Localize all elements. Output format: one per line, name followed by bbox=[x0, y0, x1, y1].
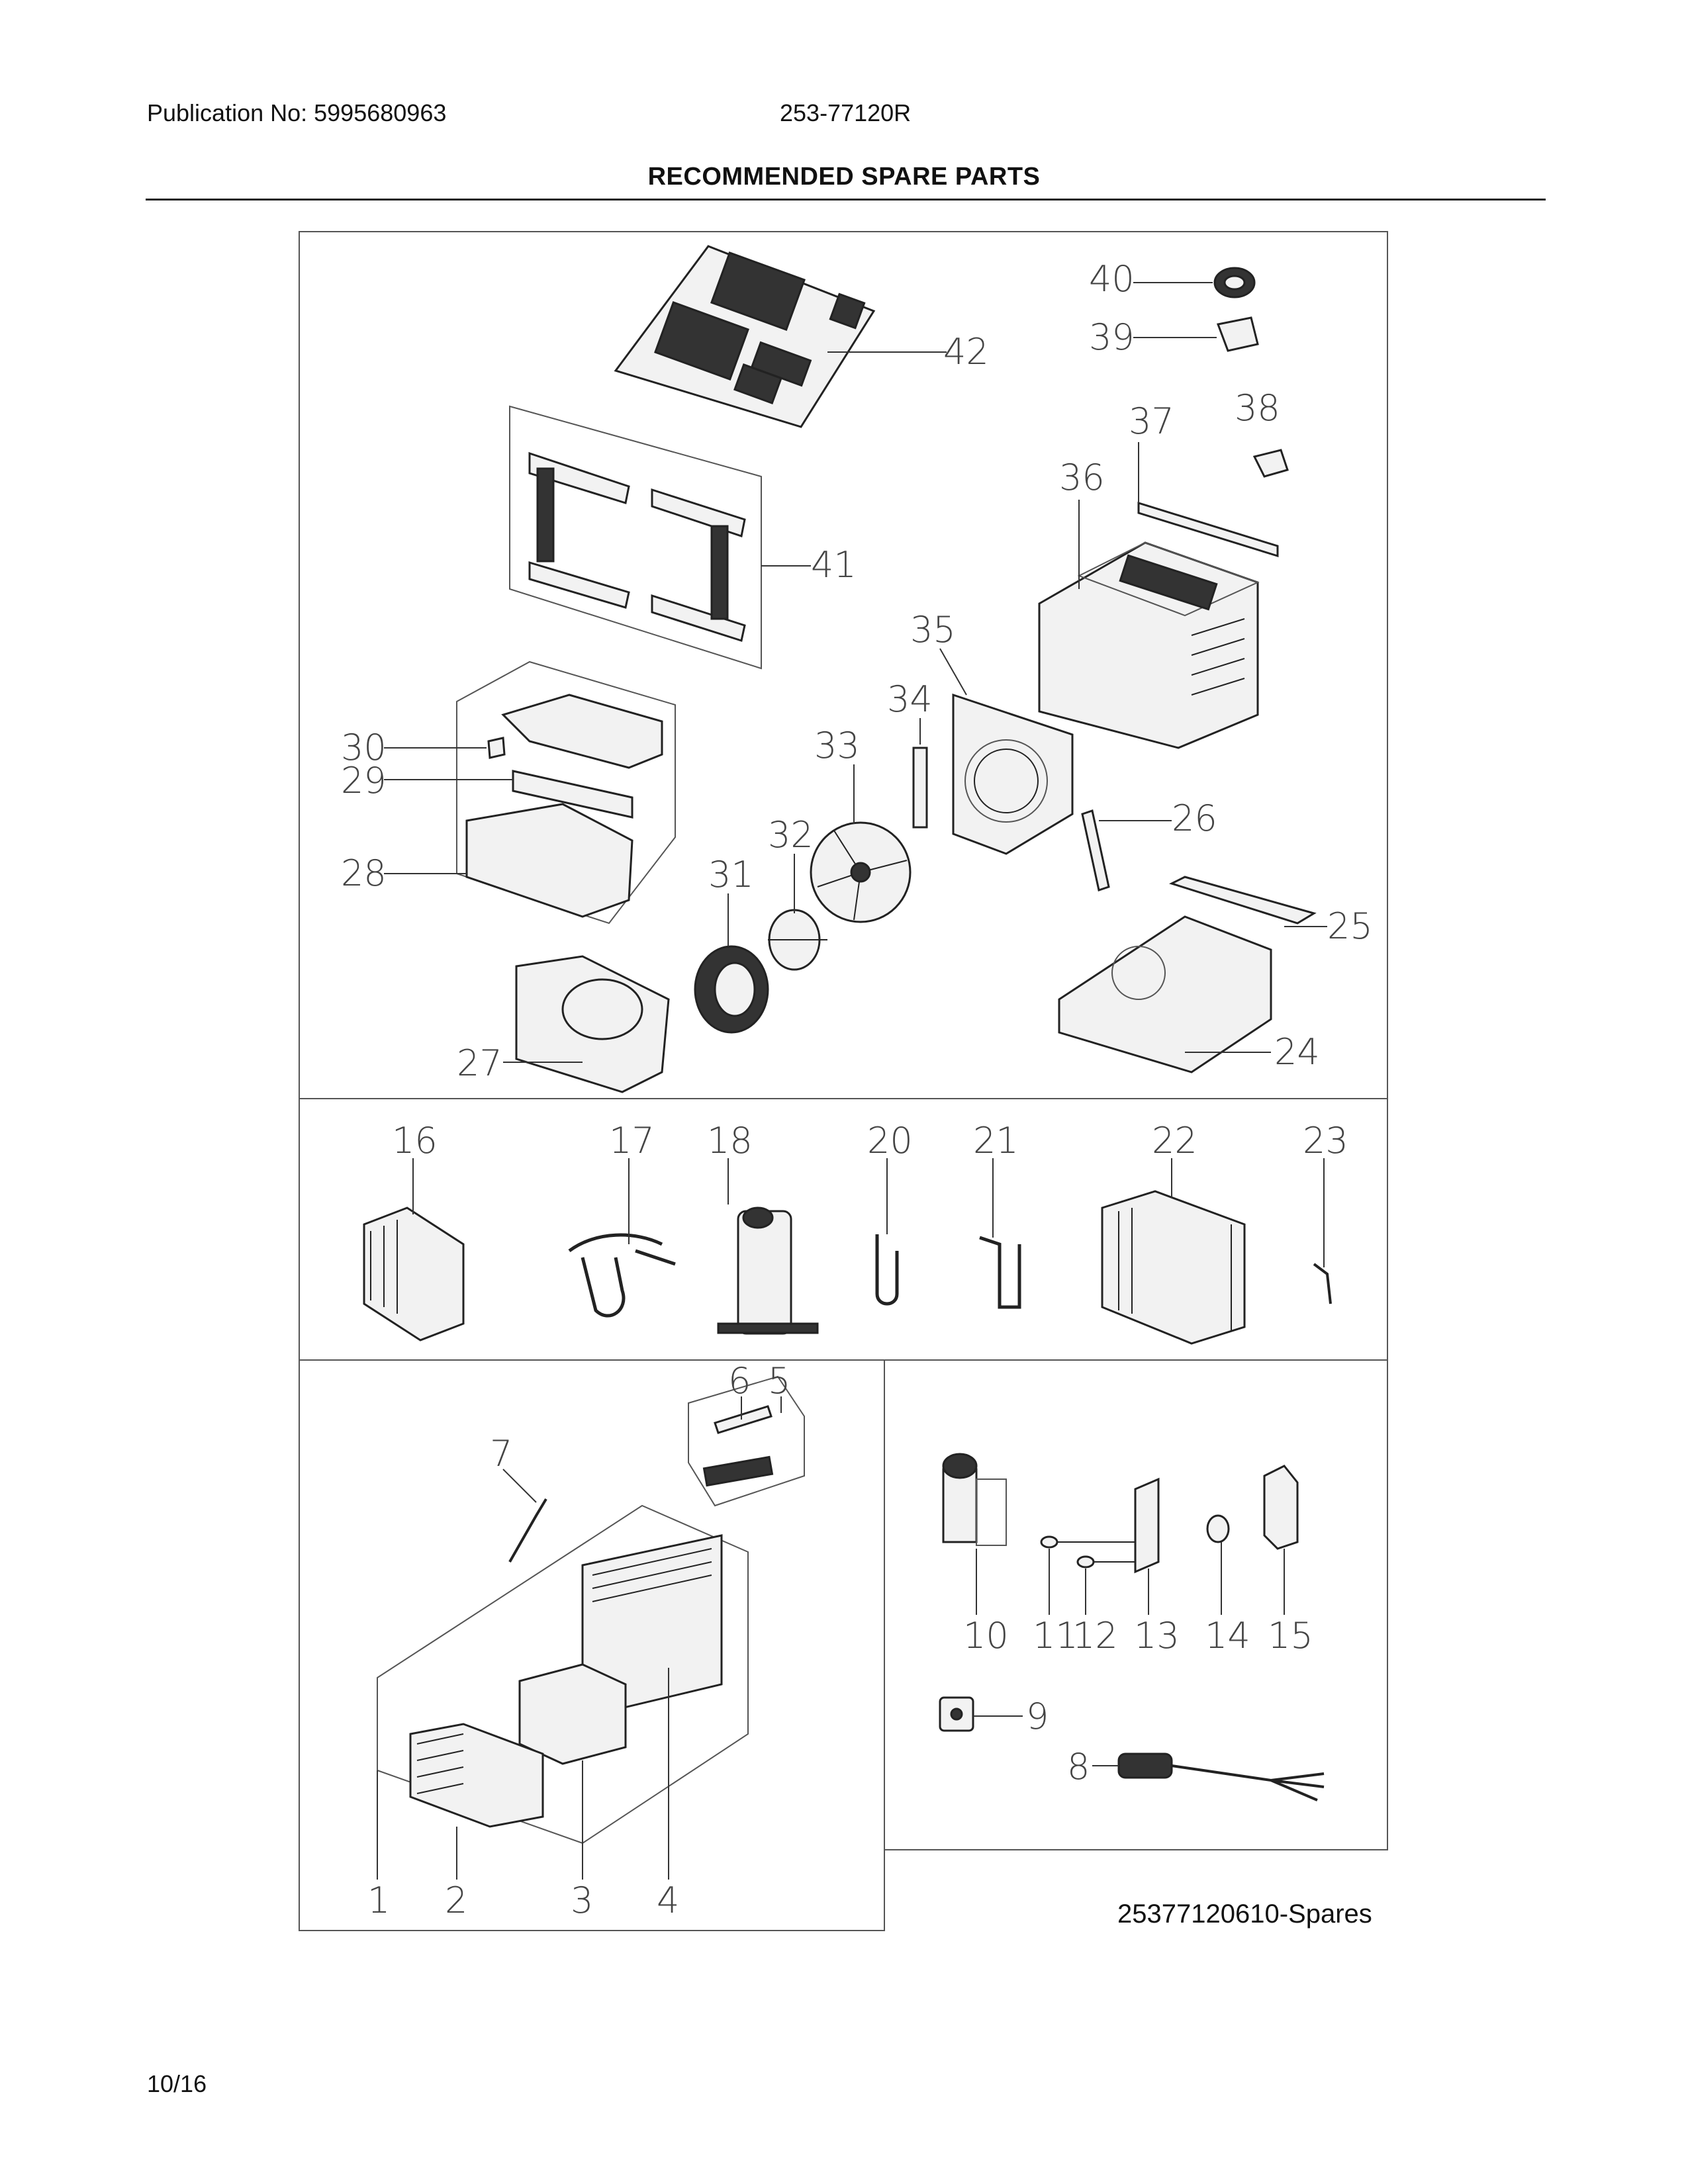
part-34-bracket bbox=[914, 748, 927, 827]
callout-33: 33 bbox=[814, 725, 860, 766]
callout-7: 7 bbox=[490, 1433, 513, 1475]
callout-17: 17 bbox=[609, 1120, 655, 1161]
callout-23: 23 bbox=[1303, 1120, 1348, 1161]
callout-21: 21 bbox=[973, 1120, 1019, 1161]
callout-41: 41 bbox=[811, 544, 857, 586]
callout-24: 24 bbox=[1274, 1031, 1320, 1073]
callout-6: 6 bbox=[728, 1360, 751, 1402]
callout-26: 26 bbox=[1172, 797, 1217, 839]
part-27-scroll-housing bbox=[516, 956, 669, 1092]
part-23-sensor bbox=[1314, 1264, 1331, 1304]
part-41-curtain-frame bbox=[510, 406, 761, 668]
part-26-brace bbox=[1082, 811, 1109, 890]
callout-39: 39 bbox=[1089, 316, 1135, 358]
part-17-tubing bbox=[569, 1235, 675, 1316]
callout-1: 1 bbox=[367, 1880, 391, 1921]
publication-number: Publication No: 5995680963 bbox=[147, 99, 447, 126]
callout-42: 42 bbox=[943, 331, 989, 373]
callout-10: 10 bbox=[963, 1615, 1009, 1657]
callout-31: 31 bbox=[708, 854, 754, 895]
callout-32: 32 bbox=[768, 814, 814, 856]
part-15-cover bbox=[1264, 1466, 1297, 1549]
page-title: RECOMMENDED SPARE PARTS bbox=[647, 163, 1041, 191]
model-number: 253-77120R bbox=[780, 99, 912, 126]
callout-25: 25 bbox=[1327, 905, 1373, 947]
part-14-capacitor bbox=[1207, 1516, 1229, 1542]
part-39-terminal-block bbox=[1218, 318, 1258, 351]
callout-22: 22 bbox=[1152, 1120, 1197, 1161]
callout-34: 34 bbox=[887, 678, 933, 720]
callout-11: 11 bbox=[1033, 1615, 1078, 1657]
callout-9: 9 bbox=[1026, 1696, 1049, 1737]
callout-4: 4 bbox=[657, 1880, 680, 1921]
callout-labels bbox=[341, 258, 1373, 1921]
part-40-coil bbox=[1215, 268, 1254, 297]
part-28-drain-pan bbox=[467, 804, 632, 917]
part-33-fan-blade bbox=[811, 823, 910, 922]
drain-pan-assembly bbox=[457, 662, 675, 923]
callout-30: 30 bbox=[341, 727, 387, 768]
part-7-thermistor bbox=[510, 1499, 546, 1562]
part-18-compressor bbox=[718, 1208, 818, 1334]
callout-14: 14 bbox=[1205, 1615, 1250, 1657]
callout-20: 20 bbox=[867, 1120, 913, 1161]
part-32-fan-motor bbox=[768, 910, 827, 970]
drawing-id: 25377120610-Spares bbox=[1117, 1899, 1372, 1929]
part-20-tube bbox=[877, 1234, 897, 1304]
part-24-base-pan bbox=[1059, 917, 1271, 1072]
part-42-label-sheet bbox=[616, 246, 874, 427]
callout-5: 5 bbox=[768, 1360, 791, 1402]
callout-27: 27 bbox=[457, 1042, 502, 1084]
callout-8: 8 bbox=[1067, 1746, 1090, 1788]
part-36-cabinet bbox=[1039, 543, 1258, 748]
part-10-control-switch bbox=[943, 1454, 1006, 1545]
part-21-tube bbox=[980, 1238, 1019, 1307]
callout-3: 3 bbox=[571, 1880, 594, 1921]
callout-29: 29 bbox=[341, 760, 387, 801]
part-35-fan-shroud bbox=[953, 695, 1072, 854]
part-9-remote-control bbox=[940, 1698, 973, 1731]
callout-16: 16 bbox=[392, 1120, 438, 1161]
part-38-terminal bbox=[1254, 450, 1288, 477]
page-number: 10/16 bbox=[147, 2070, 207, 2097]
leader-35 bbox=[940, 649, 966, 695]
callout-13: 13 bbox=[1134, 1615, 1180, 1657]
part-30-clip bbox=[489, 738, 504, 758]
part-11-12-13-sensors-board bbox=[1041, 1479, 1158, 1572]
part-3-filter bbox=[520, 1664, 626, 1764]
callout-18: 18 bbox=[707, 1120, 753, 1161]
callout-35: 35 bbox=[910, 609, 956, 651]
part-22-condenser bbox=[1102, 1191, 1244, 1343]
part-8-power-cord bbox=[1119, 1754, 1324, 1800]
part-25-support bbox=[1172, 877, 1314, 923]
callout-12: 12 bbox=[1072, 1615, 1118, 1657]
callout-38: 38 bbox=[1235, 387, 1280, 429]
callout-36: 36 bbox=[1059, 457, 1105, 498]
callout-15: 15 bbox=[1268, 1615, 1313, 1657]
callout-40: 40 bbox=[1089, 258, 1135, 300]
part-16-evaporator bbox=[364, 1208, 463, 1340]
callout-2: 2 bbox=[445, 1880, 468, 1921]
callout-28: 28 bbox=[341, 852, 387, 894]
part-31-blower-wheel bbox=[695, 946, 768, 1032]
callout-37: 37 bbox=[1129, 400, 1174, 442]
